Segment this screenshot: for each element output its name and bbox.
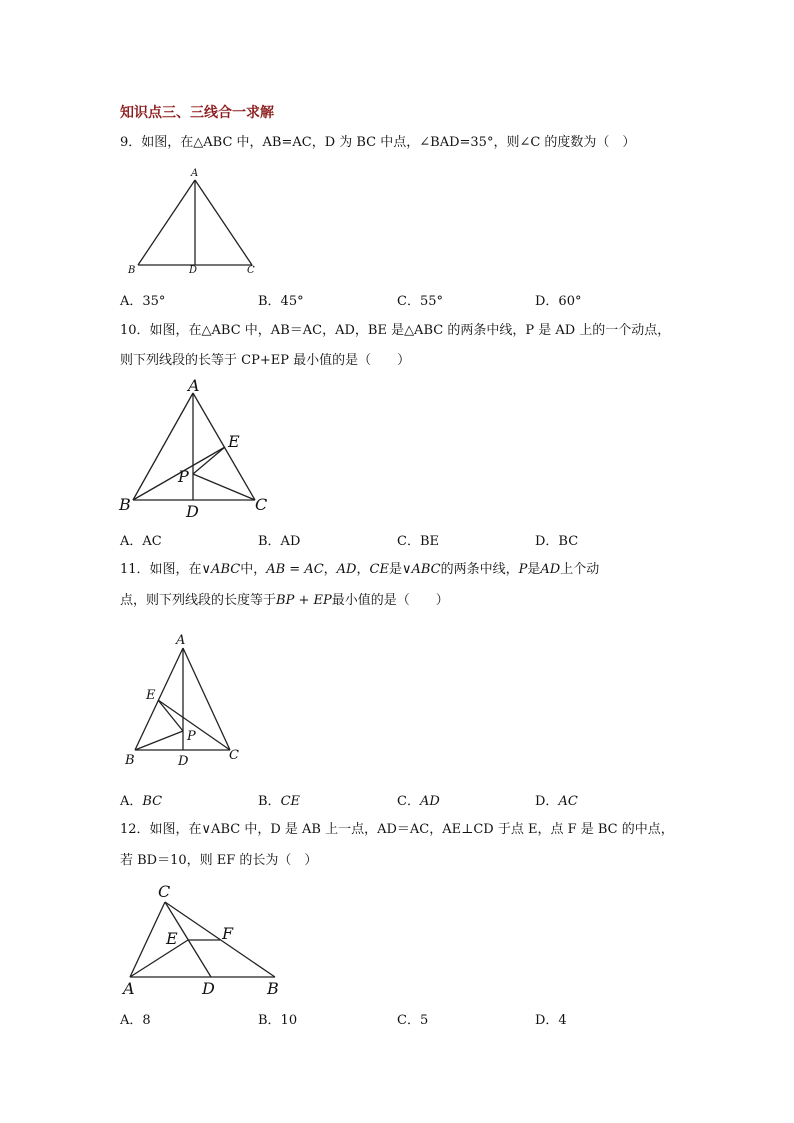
q11-l1-ce: CE [369,562,389,577]
q12-line-1: 12．如图，在∨ABC 中，D 是 AB 上一点，AD＝AC，AE⊥CD 于点 E，点 F 是 BC 的中点， [120,822,674,837]
q11-l1-ad: AD [336,562,357,577]
q11-label-e: E [146,688,156,703]
q10-label-a: A [188,376,200,395]
q11-figure [118,628,258,773]
q11-l1-triangle: ∨ABC [201,562,241,577]
q9-label-c: C [247,265,255,276]
q9-label-d: D [189,265,198,276]
q11-option-a [120,790,162,809]
q11-line-1 [120,561,599,579]
q10-option-a: A．AC [120,534,162,549]
q10-option-b: B．AD [258,534,301,549]
q11-l1-comma1: ， [323,562,337,577]
q11-l1-mid1: 中， [240,562,267,577]
q10-segment-pc [193,474,255,500]
q11-l2-expression: BP + EP [276,593,332,608]
q9-figure [120,165,280,280]
q11-option-a-letter: A． [120,794,143,809]
q11-option-a-value: BC [142,794,163,809]
q11-option-b [258,790,300,809]
q11-l1-mid4: 是 [527,562,541,577]
q10-figure [115,375,285,520]
q12-label-e: E [166,929,178,948]
q11-l1-mid3: 的两条中线， [440,562,519,577]
q12-label-f: F [222,924,234,943]
q10-segment-pe [193,447,225,474]
q9-side-ab [138,180,195,265]
q11-option-d [535,790,578,809]
q11-side-ab [135,648,183,750]
q11-option-b-value: CE [280,794,300,809]
q11-label-b: B [125,753,135,768]
q12-option-d: D．4 [535,1013,567,1028]
q10-option-d: D．BC [535,534,579,549]
q11-option-c [397,790,440,809]
q11-option-c-letter: C． [397,794,420,809]
q10-label-e: E [228,432,240,451]
q11-l1-triangle-2: ∨ABC [401,562,441,577]
q9-text: 9．如图，在△ABC 中，AB=AC，D 为 BC 中点，∠BAD=35°，则∠C 的度数为（ ） [120,135,636,150]
q11-option-d-letter: D． [535,794,559,809]
q11-l1-mid2: 是 [388,562,402,577]
q9-side-ac [195,180,252,265]
q9-option-d: D．60° [535,294,582,309]
q12-option-a: A．8 [120,1013,151,1028]
q10-label-b: B [119,495,131,514]
q10-label-p: P [178,467,189,486]
q9-option-b: B．45° [258,294,304,309]
q11-l1-ad-2: AD [540,562,561,577]
q12-figure [115,880,295,1000]
q10-side-ac [193,393,255,500]
q10-label-d: D [186,502,199,521]
q9-option-a: A．35° [120,294,166,309]
q11-label-d: D [178,754,189,769]
q10-label-c: C [255,495,268,514]
q11-label-c: C [229,748,239,763]
q11-option-b-letter: B． [258,794,281,809]
q10-line-2: 则下列线段的长等于 CP+EP 最小值的是（ ） [120,353,411,368]
q12-label-c: C [158,882,171,901]
q11-l1-prefix: 11．如图，在 [120,562,202,577]
q11-label-a: A [176,633,186,648]
q11-line-2 [120,592,449,610]
q11-l1-p: P [518,562,528,577]
q11-l2-suffix: 最小值的是（ ） [331,593,449,608]
q12-label-d: D [202,979,215,998]
q9-label-b: B [128,265,136,276]
q12-line-2: 若 BD＝10，则 EF 的长为（ ） [120,853,318,868]
q12-label-b: B [267,979,279,998]
q11-option-d-value: AC [558,794,578,809]
q9-label-a: A [191,168,199,179]
q11-l1-comma2: ， [356,562,370,577]
q10-line-1: 10．如图，在△ABC 中，AB＝AC，AD，BE 是△ABC 的两条中线，P 是 AD 上的一个动点， [120,323,671,338]
q12-label-a: A [123,979,135,998]
q11-l1-equation: AB = AC [266,562,324,577]
section-title: 知识点三、三线合一求解 [120,105,274,121]
q10-option-c: C．BE [397,534,439,549]
q12-option-c: C．5 [397,1013,429,1028]
q11-option-c-value: AD [419,794,440,809]
q9-option-c: C．55° [397,294,443,309]
q11-label-p: P [187,729,196,744]
q12-option-b: B．10 [258,1013,298,1028]
q11-l1-suffix: 上个动 [560,562,600,577]
q11-l2-prefix: 点，则下列线段的长度等于 [120,593,277,608]
